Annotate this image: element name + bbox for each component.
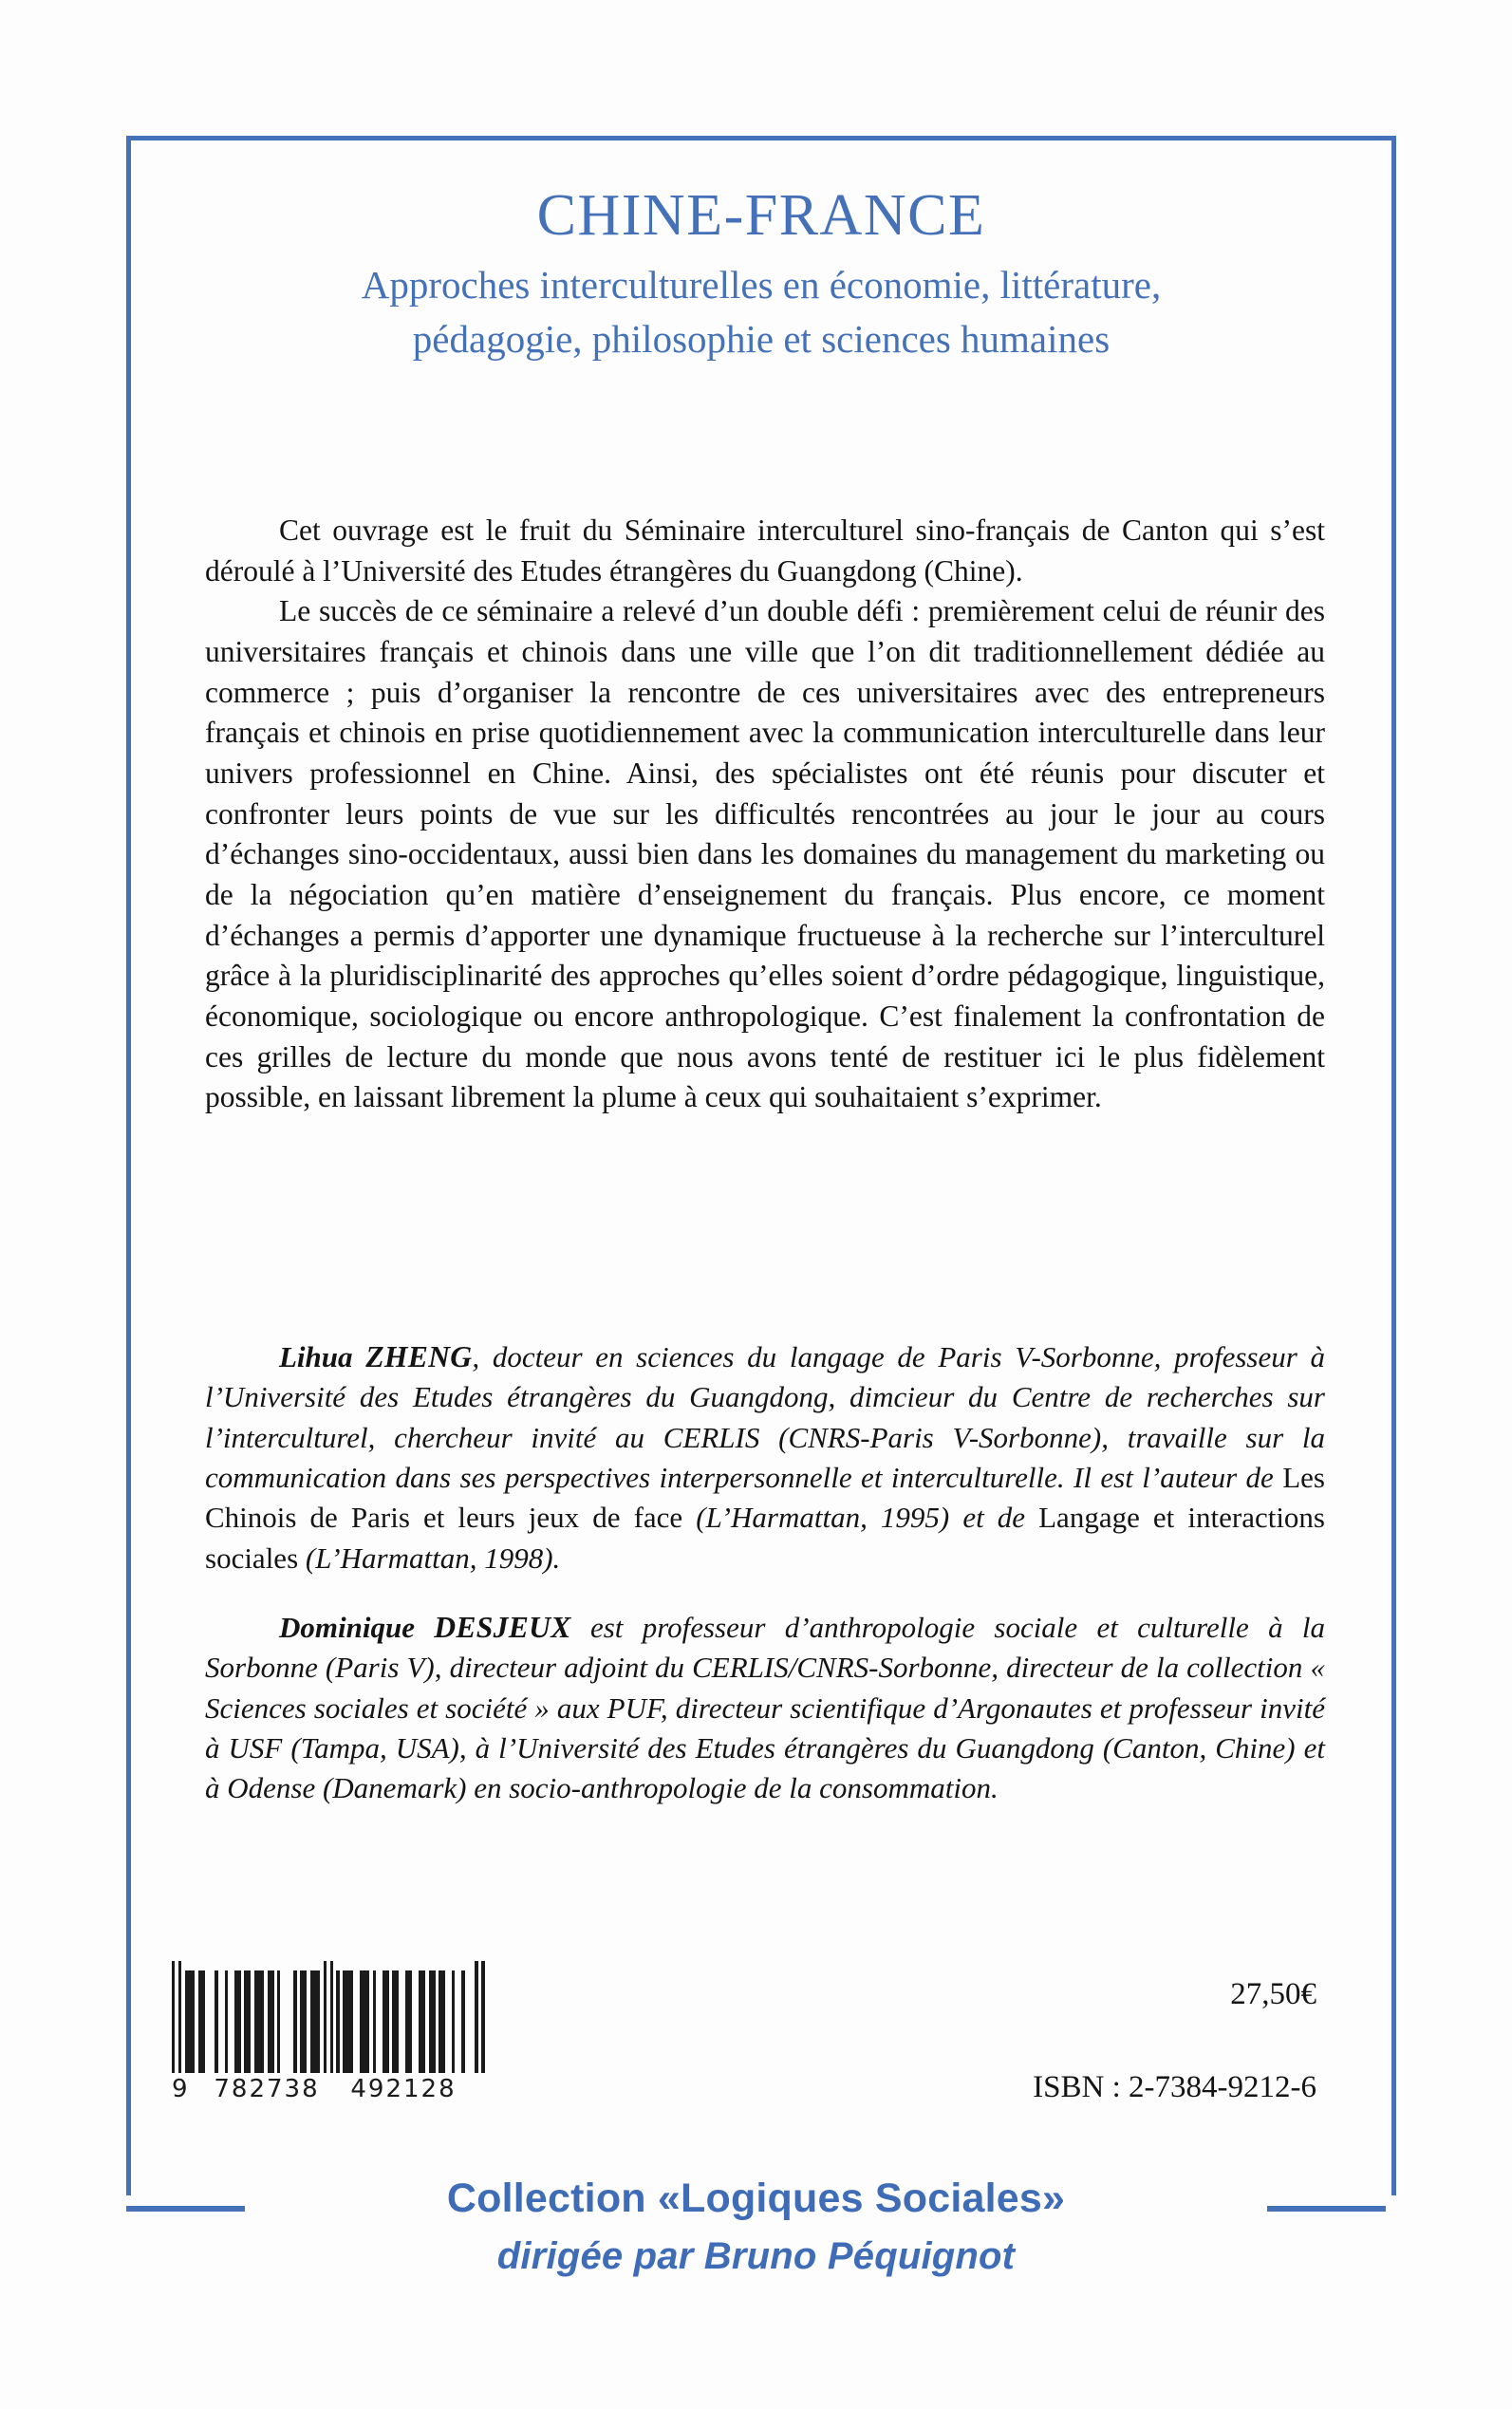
author-name-desjeux: [279, 1611, 571, 1644]
subtitle: [126, 258, 1396, 365]
isbn-label: ISBN : 2-7384-9212-6: [1033, 2070, 1316, 2104]
author-work-title-2: Langage et interactions sociales: [205, 1501, 1325, 1575]
title-block: [126, 183, 1396, 365]
cover-border-frame: [126, 136, 1396, 2195]
blurb-paragraph-2: Le succès de ce séminaire a relevé d’un double défi : premièrement celui de réunir des universitaires français et chinois dans une ville que l’on dit traditionnellement dédiée au commerce ; puis d’organiser la rencontre de ces universitaires avec des entrepreneurs français et chinois en prise quotidiennement avec la communication interculturelle dans leur univers professionnel en Chine. Ainsi, des spécialistes ont été réunis pour discuter et confronter leurs points de vue sur les difficultés rencontrées au jour le jour au cours d’échanges sino-occidentaux, aussi bien dans les domaines du management du marketing ou de la négociation qu’en matière d’enseignement du français. Plus encore, ce moment d’échanges a permis d’apporter une dynamique fructueuse à la recherche sur l’interculturel grâce à la pluridisciplinarité des approches qu’elles soient d’ordre pédagogique, linguistique, économique, sociologique ou encore anthropologique. C’est finalement la confrontation de ces grilles de lecture du monde que nous avons tenté de restituer ici le plus fidèlement possible, en laissant librement la plume à ceux qui souhaitaient s’exprimer.: [205, 594, 1325, 1114]
barcode: [172, 1970, 485, 2104]
author-bio-text-part-2: (L’Harmattan, 1995) et de: [682, 1501, 1039, 1535]
author-work-title-1: Les Chinois de Paris et leurs jeux de face: [205, 1460, 1325, 1535]
blurb-text: [205, 511, 1325, 1118]
subtitle-line-1: Approches interculturelles en économie, littérature,: [361, 263, 1162, 307]
author-name-zheng: [279, 1340, 472, 1373]
barcode-left-group: 782738: [214, 2075, 320, 2103]
author-bio-text-part-1: est professeur d’anthropologie sociale et culturelle à la Sorbonne (Paris V), directeur adjoint du CERLIS/CNRS-Sorbonne, directeur de la collection « Sciences sociales et société » aux PUF, directeur scientifique d’Argonautes et professeur invité à USF (Tampa, USA), à l’Université des Etudes étrangères du Guangdong (Canton, Chine) et à Odense (Danemark) en socio-anthropologie de la consommation.: [205, 1610, 1326, 1805]
barcode-right-group: 492128: [350, 2075, 457, 2103]
blurb-paragraph-1: Cet ouvrage est le fruit du Séminaire interculturel sino-français de Canton qui s’est déroulé à l’Université des Etudes étrangères du Guangdong (Chine).: [205, 514, 1325, 588]
author-bios: [205, 1336, 1325, 1808]
barcode-digits: [172, 2074, 485, 2104]
price-label: 27,50€: [1230, 1977, 1316, 2011]
author-surname: DESJEUX: [434, 1610, 571, 1644]
author-bio-text-part-1: , docteur en sciences du langage de Paris V-Sorbonne, professeur à l’Université des Etudes étrangères du Guangdong, dimcieur du Centre de recherches sur l’interculturel, chercheur invité au CERLIS (CNRS-Paris V-Sorbonne), travaille sur la communication dans ses perspectives interpersonnelle et interculturelle. Il est l’auteur de: [205, 1340, 1325, 1494]
page-title: CHINE-FRANCE: [536, 183, 986, 248]
footer: [0, 2178, 1512, 2278]
subtitle-line-2: pédagogie, philosophie et sciences humaines: [412, 316, 1111, 361]
author-first-name: Dominique: [279, 1610, 415, 1644]
author-bio-desjeux: [205, 1607, 1325, 1809]
collection-director: dirigée par Bruno Péquignot: [496, 2235, 1016, 2277]
barcode-bars: [172, 1970, 485, 2073]
collection-name: Collection «Logiques Sociales»: [446, 2176, 1066, 2221]
footer-rule-row: [0, 2178, 1512, 2224]
barcode-lead-digit: 9: [172, 2075, 190, 2103]
author-bio-zheng: [205, 1336, 1325, 1578]
author-bio-text-part-3: (L’Harmattan, 1998).: [298, 1541, 561, 1575]
author-first-name: Lihua: [279, 1340, 353, 1373]
author-surname: ZHENG: [365, 1340, 473, 1373]
